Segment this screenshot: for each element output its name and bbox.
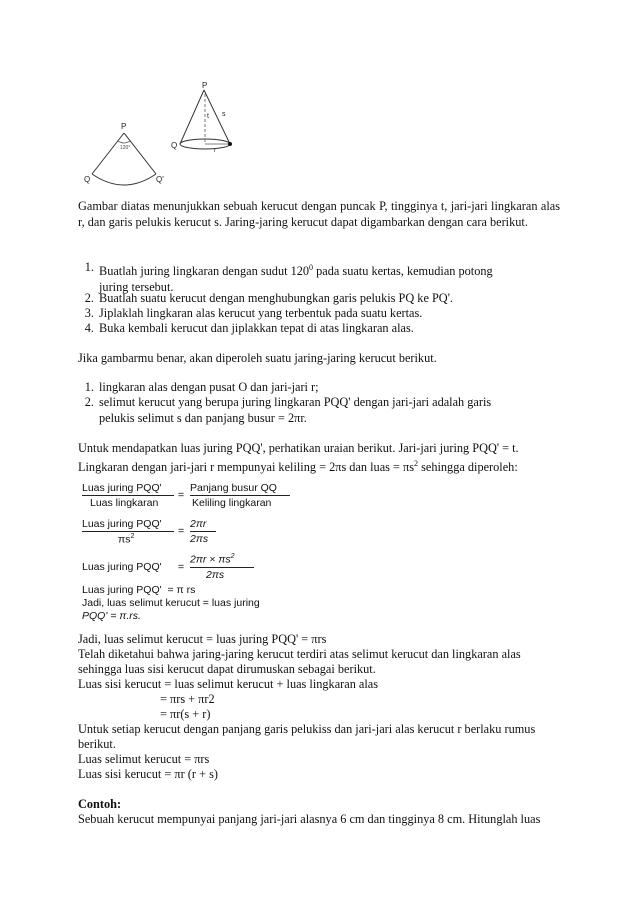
sector-angle-label: 120° (120, 145, 131, 151)
contoh-text: Sebuah kerucut mempunyai panjang jari-jari alasnya 6 cm dan tingginya 8 cm. Hitunglah luas (78, 812, 541, 826)
conclusion-line: Untuk setiap kerucut dengan panjang garis pelukiss dan jari-jari alas kerucut r berlaku rumus (78, 722, 536, 736)
result-item: 1. lingkaran alas dengan pusat O dan jari-jari r; (84, 380, 319, 394)
cone-figure (168, 80, 248, 160)
sector-q-label: Q (84, 175, 91, 184)
cone-t-label: t (207, 113, 209, 120)
intro-paragraph: Gambar diatas menunjukkan sebuah kerucut dengan puncak P, tingginya t, jari-jari lingkaran alas r, dan garis pelukis kerucut s. Jaring-jaring kerucut dapat digambarkan dengan cara berikut. (78, 199, 560, 229)
formula-block: Luas juring PQQ' Luas lingkaran = Panjang busur QQ Keliling lingkaran Luas juring PQQ' $\pi s^2$ = 2πr 2πs Luas juring PQQ' = $2\pi r \times \pi s^2$ 2πs Luas juring PQQ' = π rs Jadi, luas selimut kerucut = luas juring PQQ' = π.rs. (80, 480, 300, 630)
conclusion-line: Luas selimut kerucut = πrs (78, 752, 210, 766)
step-item: 3. Jiplaklah lingkaran alas kerucut yang terbentuk pada suatu kertas. (84, 306, 423, 320)
luas-line-1: Untuk mendapatkan luas juring PQQ', perhatikan uraian berikut. Jari-jari juring PQQ' = t. (78, 441, 519, 455)
luas-line-2: Lingkaran dengan jari-jari r mempunyai keliling = 2πs dan luas = $\pi s^2$ sehingga diperoleh: (78, 459, 518, 475)
cone-r-label: r (214, 148, 216, 154)
step-item: 2. Buatlah suatu kerucut dengan menghubungkan garis pelukis PQ ke PQ'. (84, 291, 453, 305)
contoh-heading: Contoh: (78, 797, 122, 811)
sector-q2-label: Q' (156, 175, 164, 184)
conclusion-line: Telah diketahui bahwa jaring-jaring kerucut terdiri atas selimut kerucut dan lingkaran alas (78, 647, 521, 661)
sector-p-label: P (121, 122, 127, 131)
conclusion-line: Luas sisi kerucut = πr (r + s) (78, 767, 218, 781)
conclusion-line: Jadi, luas selimut kerucut = luas juring PQQ' = πrs (78, 632, 327, 646)
conclusion-line: = πrs + πr2 (160, 692, 215, 706)
cone-p-label: P (202, 81, 208, 90)
cone-q-label: Q (171, 141, 178, 150)
sector-figure (84, 118, 176, 190)
conclusion-line: = πr(s + r) (160, 707, 211, 721)
result-intro: Jika gambarmu benar, akan diperoleh suatu jaring-jaring kerucut berikut. (78, 351, 437, 365)
conclusion-line: berikut. (78, 737, 116, 751)
cone-s-label: s (222, 111, 226, 118)
conclusion-line: sehingga luas sisi kerucut dapat dirumuskan sebagai berikut. (78, 662, 376, 676)
conclusion-line: Luas sisi kerucut = luas selimut kerucut + luas lingkaran alas (78, 677, 379, 691)
step-item: 4. Buka kembali kerucut dan jiplakkan tepat di atas lingkaran alas. (84, 321, 414, 335)
result-item: 2. selimut kerucut yang berupa juring lingkaran PQQ' dengan jari-jari adalah garis pelukis selimut s dan panjang busur = 2πr. (84, 395, 492, 425)
step-item: 1. Buatlah juring lingkaran dengan sudut $120^0$ pada suatu kertas, kemudian potong juring tersebut. (84, 260, 493, 294)
